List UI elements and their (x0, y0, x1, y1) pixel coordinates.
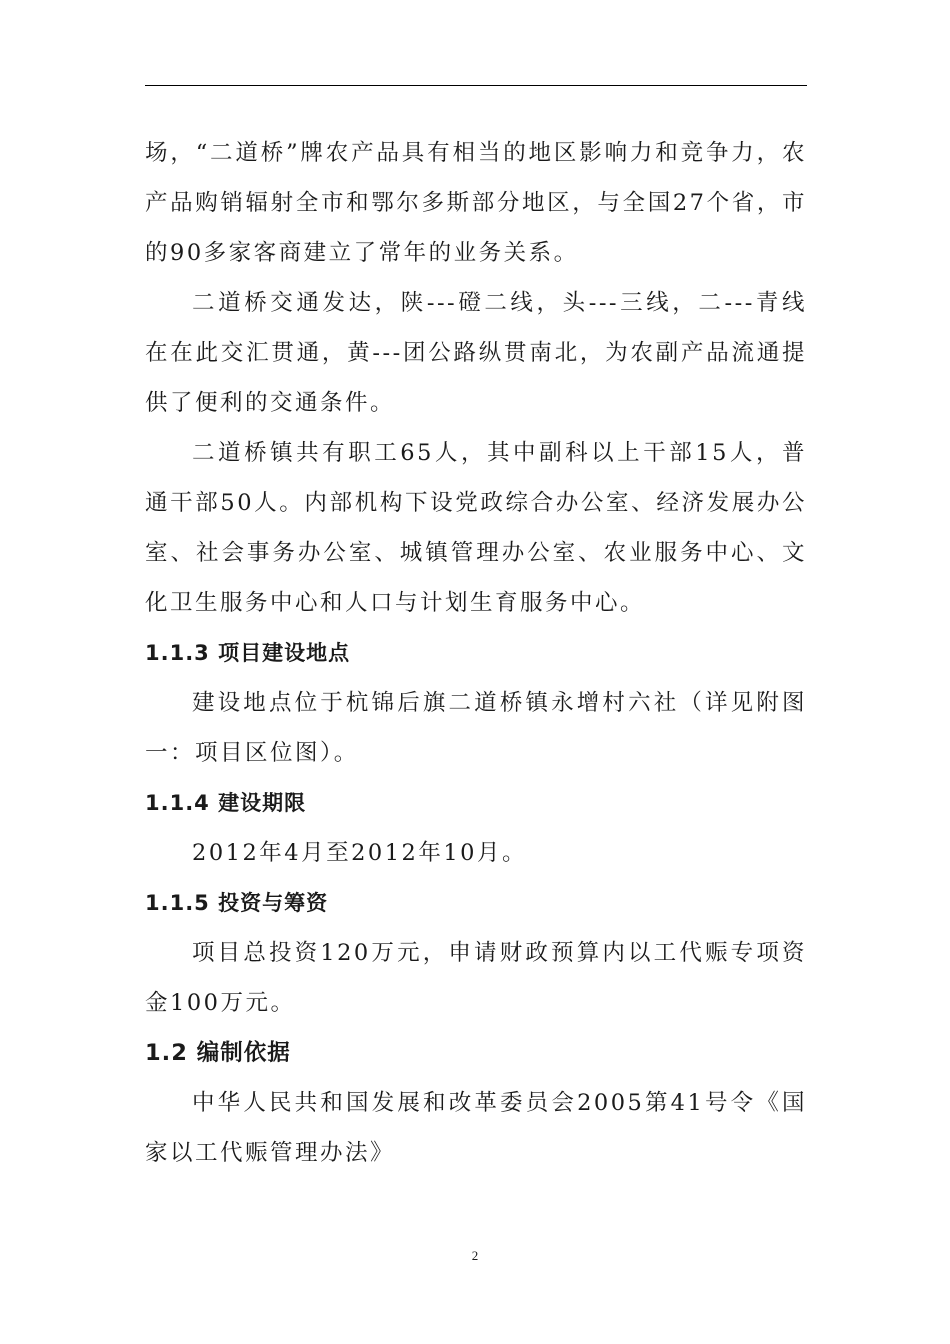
paragraph-staff: 二道桥镇共有职工65人，其中副科以上干部15人，普通干部50人。内部机构下设党政综合办公室、经济发展办公室、社会事务办公室、城镇管理办公室、农业服务中心、文化卫生服务中心和人口与计划生育服务中心。 (145, 440, 807, 616)
paragraph-construction-site: 建设地点位于杭锦后旗二道桥镇永增村六社（详见附图一：项目区位图）。 (145, 690, 807, 766)
paragraph-compilation-basis: 中华人民共和国发展和改革委员会2005第41号令《国家以工代赈管理办法》 (145, 1090, 807, 1166)
heading-compilation-basis: 1.2 编制依据 (145, 1040, 291, 1066)
paragraph-transportation: 二道桥交通发达，陕---磴二线，头---三线，二---青线在在此交汇贯通，黄---团公路纵贯南北，为农副产品流通提供了便利的交通条件。 (145, 290, 807, 416)
page-number: 2 (471, 1248, 479, 1263)
header-rule (145, 85, 807, 86)
paragraph-construction-period: 2012年4月至2012年10月。 (192, 840, 527, 866)
heading-construction-period: 1.1.4 建设期限 (145, 791, 307, 815)
document-body (145, 128, 807, 1178)
paragraph-market-influence: 场，“二道桥”牌农产品具有相当的地区影响力和竞争力，农产品购销辐射全市和鄂尔多斯部分地区，与全国27个省，市的90多家客商建立了常年的业务关系。 (145, 140, 807, 266)
paragraph-investment: 项目总投资120万元，申请财政预算内以工代赈专项资金100万元。 (145, 940, 807, 1016)
heading-construction-site: 1.1.3 项目建设地点 (145, 641, 351, 665)
heading-investment: 1.1.5 投资与筹资 (145, 891, 329, 915)
